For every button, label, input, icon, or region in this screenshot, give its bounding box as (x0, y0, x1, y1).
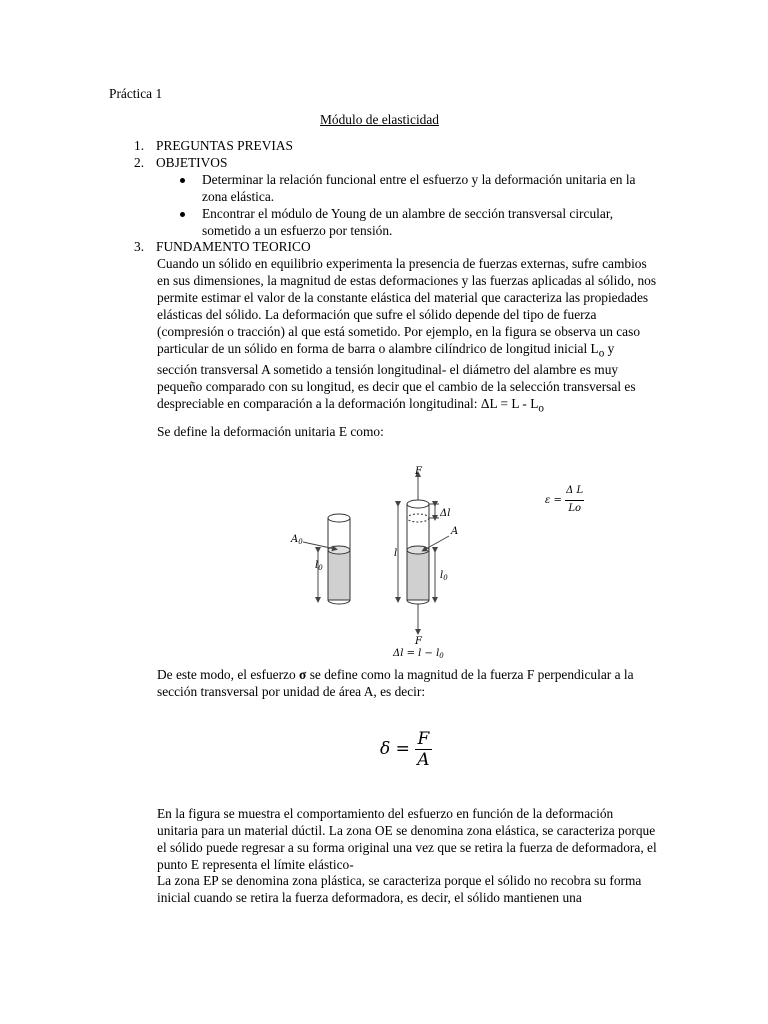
formula-numerator: F (415, 729, 431, 750)
section-label: PREGUNTAS PREVIAS (156, 138, 293, 153)
label-A0: $A_0$ (291, 534, 303, 546)
strain-formula (545, 483, 584, 518)
theory-text: se define como la magnitud de la fuerza F perpendicular a la sección transversal por unidad de área A, es decir: (157, 667, 634, 699)
section-label: OBJETIVOS (156, 155, 228, 170)
theory-text: y sección transversal A sometido a tensión longitudinal- el diámetro del alambre es muy pequeño comparado con su longitud, es decir que el cambio de la selección transversal es despreciable en comparación a la deformación longitudinal: (157, 340, 636, 411)
formula-numerator: Δ L (565, 483, 584, 501)
objectives-list (178, 172, 658, 240)
label-l0-right: $l_0$ (440, 570, 448, 582)
theory-paragraph-4: En la figura se muestra el comportamiento del esfuerzo en función de la deformación unitaria para un material dúctil. La zona OE se denomina zona elástica, se caracteriza porque el sólido puede regresar a su forma original una vez que se retira la fuerza de deformadora, el punto E representa el límite elástico- (157, 806, 657, 872)
section-3-heading (134, 239, 311, 256)
figure-caption: $\Delta l = l - l_0$ (393, 648, 444, 658)
section-number: 3. (134, 239, 145, 254)
formula-denominator: A (417, 750, 430, 770)
theory-paragraph-3 (157, 667, 657, 701)
theory-text: De este modo, el esfuerzo (157, 667, 300, 682)
section-number: 2. (134, 155, 145, 170)
formula-lhs: ε = (545, 494, 562, 506)
theory-paragraph-1 (157, 256, 657, 418)
label-F-bottom: F (415, 636, 422, 647)
formula-lhs: δ = (380, 739, 410, 759)
formula-denominator: Lo (568, 502, 581, 514)
bar-diagram (283, 466, 523, 658)
formula-text: ΔL = L - L (480, 395, 539, 411)
stress-formula (380, 729, 432, 770)
initial-bar (303, 514, 350, 604)
theory-paragraph-5: La zona EP se denomina zona plástica, se caracteriza porque el sólido no recobra su forma inicial cuando se retira la fuerza deformadora, es decir, el sólido mantienen una (157, 873, 642, 905)
objective-item: Encontrar el módulo de Young de un alambre de sección transversal circular, sometido a un esfuerzo por tensión. (178, 206, 658, 240)
objective-item: Determinar la relación funcional entre el esfuerzo y la deformación unitaria en la zona elástica. (178, 172, 658, 206)
subscript: o (538, 402, 544, 415)
deformation-figure (283, 466, 523, 663)
theory-paragraph-2: Se define la deformación unitaria E como: (157, 424, 384, 439)
sigma-symbol: σ (299, 667, 307, 682)
label-F-top: F (415, 466, 422, 477)
section-2-heading (134, 155, 227, 172)
subscript: o (598, 347, 605, 360)
formula-fraction (565, 483, 584, 518)
section-1-heading (134, 138, 293, 155)
section-label: FUNDAMENTO TEORICO (156, 239, 311, 254)
page-title: Módulo de elasticidad (320, 112, 439, 127)
formula-fraction (415, 729, 431, 770)
practice-number: Práctica 1 (109, 86, 163, 101)
label-A: A (451, 526, 459, 537)
label-delta-l: Δl (440, 508, 451, 519)
inline-formula (480, 395, 544, 415)
label-l: l (394, 548, 398, 559)
label-l0-left: $l_0$ (315, 560, 323, 572)
section-number: 1. (134, 138, 145, 153)
theory-text: Cuando un sólido en equilibrio experimenta la presencia de fuerzas externas, sufre cambios en sus dimensiones, la magnitud de estas deformaciones y las fuerzas aplicadas al sólido, nos permite estimar el valor de la constante elástica del material que caracteriza las propiedades elásticas del sólido. La deformación que sufre el sólido depende del tipo de fuerza (compresión o tracción) al que está sometido. Por ejemplo, en la figura se observa un caso particular de un sólido en forma de barra o alambre cilíndrico de longitud inicial L (157, 256, 657, 356)
stretched-bar (398, 474, 449, 632)
